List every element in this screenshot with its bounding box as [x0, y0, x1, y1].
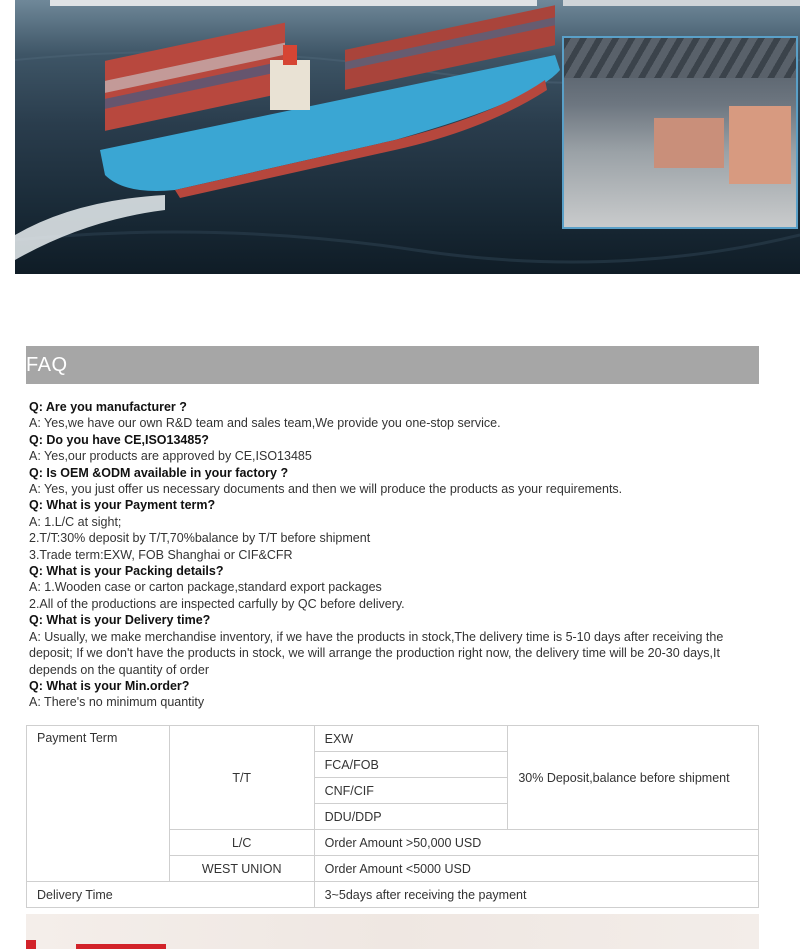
wu-label: WEST UNION [169, 856, 314, 882]
tt-note: 30% Deposit,balance before shipment [508, 726, 759, 830]
faq-answer: A: There's no minimum quantity [29, 695, 205, 710]
red-accent-mark [26, 940, 36, 949]
faq-answer: A: Yes,our products are approved by CE,ISO13485 [29, 449, 312, 464]
next-section-banner [26, 914, 759, 949]
warehouse-photo [562, 36, 798, 229]
table-row [27, 882, 759, 908]
payment-term-label: Payment Term [27, 726, 170, 882]
tt-term: FCA/FOB [314, 752, 508, 778]
faq-question: Q: What is your Delivery time? [29, 613, 211, 628]
delivery-value: 3~5days after receiving the payment [314, 882, 758, 908]
faq-answer: A: 1.Wooden case or carton package,standard export packages [29, 580, 382, 595]
faq-answer: 2.T/T:30% deposit by T/T,70%balance by T/T before shipment [29, 531, 371, 546]
faq-list [29, 399, 759, 711]
lc-value: Order Amount >50,000 USD [314, 830, 758, 856]
hero-banner [15, 0, 800, 274]
tt-term: DDU/DDP [314, 804, 508, 830]
faq-title: FAQ [26, 354, 68, 376]
faq-header-bar [26, 346, 759, 384]
faq-question: Q: Do you have CE,ISO13485? [29, 432, 209, 447]
tt-label: T/T [169, 726, 314, 830]
faq-answer: A: Yes,we have our own R&D team and sales team,We provide you one-stop service. [29, 416, 501, 431]
faq-question: Q: Is OEM &ODM available in your factory ? [29, 465, 289, 480]
faq-answer: 2.All of the productions are inspected carfully by QC before delivery. [29, 596, 405, 611]
faq-question: Q: What is your Payment term? [29, 498, 216, 513]
red-accent-bar [76, 944, 166, 949]
faq-answer: A: Usually, we make merchandise inventory, if we have the products in stock,The delivery time is 5-10 days after receiving the deposit; If we don't have the products in stock, we will arrange the production right now, the delivery time will be 20-30 days,It depends on the quantity of order [29, 629, 724, 677]
lc-label: L/C [169, 830, 314, 856]
faq-answer: 3.Trade term:EXW, FOB Shanghai or CIF&CFR [29, 547, 293, 562]
faq-answer: A: 1.L/C at sight; [29, 514, 122, 529]
tt-term: EXW [314, 726, 508, 752]
faq-question: Q: What is your Packing details? [29, 564, 224, 579]
delivery-label: Delivery Time [27, 882, 315, 908]
table-row [27, 726, 759, 752]
faq-question: Q: Are you manufacturer ? [29, 400, 187, 414]
faq-answer: A: Yes, you just offer us necessary documents and then we will produce the products as your requirements. [29, 482, 623, 497]
tt-term: CNF/CIF [314, 778, 508, 804]
faq-question: Q: What is your Min.order? [29, 678, 190, 693]
payment-terms-table [26, 725, 759, 908]
wu-value: Order Amount <5000 USD [314, 856, 758, 882]
